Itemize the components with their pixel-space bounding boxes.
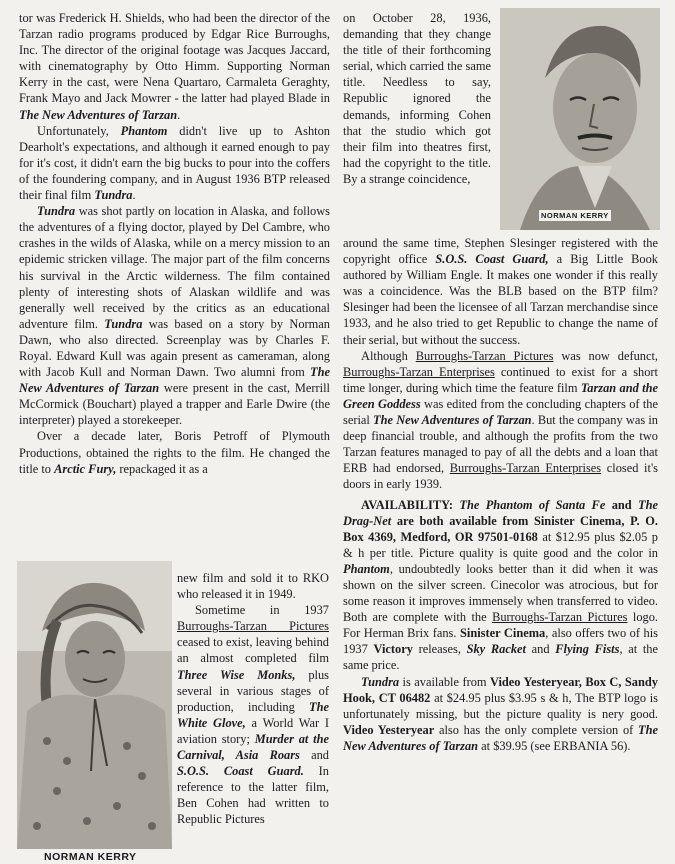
left-column <box>19 10 330 477</box>
narrow-paragraph-1: new film and sold it to RKO who released it in 1949. <box>177 571 329 602</box>
portrait-image <box>500 8 660 230</box>
top-photo-caption: NORMAN KERRY <box>541 211 609 220</box>
left-paragraph-3: Tundra was shot partly on location in Alaska, and follows the adventures of a flying doctor, played by Del Cambre, who crashes in the wilds of Alaska, while on a mercy mission to an epidemic stricken village. The major part of the film concerns his survival in the Arctic wilderness. The film contained plenty of interesting shots of Alaskan wildlife and was generally well received by the critics as an educational adventure film. Tundra was based on a story by Norman Dawn, who also directed. Screenplay was by Charles F. Royal. Edward Kull was again present as cameraman, along with Jacob Kull and Norman Dawn. Two alumni from The New Adventures of Tarzan were present in the cast, Merrill McCormick (Bouchart) played a trapper and Earle Dwire (the interpreter) played a storekeeper. <box>19 204 330 428</box>
left-paragraph-2: Unfortunately, Phantom didn't live up to Ashton Dearholt's expectations, and although it earned enough to pay for it's cost, it didn't earn the big bucks to pour into the coffers of the foundering company, and in August 1936 BTP released their final film Tundra. <box>19 123 330 203</box>
right-column <box>343 235 658 754</box>
right-paragraph-availability: AVAILABILITY: The Phantom of Santa Fe and The Drag-Net are both available from Sinister Cinema, P. O. Box 4369, Medford, OR 97501-0168 at $12.95 plus $2.05 p & h per title. Picture quality is quite good and the color in Phantom, undoubtedly looks better than it did when it was shown on the silver screen. Cinecolor was atrocious, but for some reason it improves immensely when transferred to video. Both are complete with the Burroughs-Tarzan Pictures logo. For Herman Brix fans. Sinister Cinema, also offers two of his 1937 Victory releases, Sky Racket and Flying Fists, at the same price. <box>343 497 659 673</box>
left-paragraph-4: Over a decade later, Boris Petroff of Plymouth Productions, obtained the rights to the film. He changed the title to Arctic Fury, repackaged it as a <box>19 429 330 476</box>
norman-kerry-photo-bottom <box>17 561 172 849</box>
right-paragraph-2: Although Burroughs-Tarzan Pictures was now defunct, Burroughs-Tarzan Enterprises continued to exist for a short time longer, during which time the feature film Tarzan and the Green Goddess was edited from the concluding chapters of the serial The New Adventures of Tarzan. But the company was in deep financial trouble, and although the profits from the two Tarzan features managed to pay of all the debts and a loan that ERB had endorsed, Burroughs-Tarzan Enterprises closed it's doors in early 1939. <box>343 348 659 492</box>
portrait-turban-image <box>17 561 172 849</box>
right-column-top <box>343 10 491 187</box>
narrow-paragraph-2: Sometime in 1937 Burroughs-Tarzan Pictures ceased to exist, leaving behind an almost completed film Three Wise Monks, plus several in various stages of production, including The White Glove, a World War I aviation story; Murder at the Carnival, Asia Roars and S.O.S. Coast Guard. In reference to the latter film, Ben Cohen had written to Republic Pictures <box>177 603 329 827</box>
narrow-column <box>177 570 329 828</box>
right-paragraph-tundra: Tundra is available from Video Yesteryear, Box C, Sandy Hook, CT 06482 at $24.95 plus $3.95 s & h, The BTP logo is unfortunately missing, but the picture quality is nery good. Video Yesteryear also has the only complete version of The New Adventures of Tarzan at $39.95 (see ERBANIA 56). <box>343 674 658 753</box>
bottom-photo-caption: NORMAN KERRY <box>44 851 137 863</box>
right-paragraph-1-continued: around the same time, Stephen Slesinger registered with the copyright office S.O.S. Coast Guard, a Big Little Book authored by William Engle. It makes one wonder if this really was a coincidence. Was the BLB based on the BTP film? Slesinger had been the licensee of all Tarzan merchandise since 1933, and he also tried to get Republic to change the name of their serial, but without the success. <box>343 236 659 347</box>
left-paragraph-1: tor was Frederick H. Shields, who had been the director of the Tarzan radio programs produced by Edgar Rice Burroughs, Inc. The director of the original footage was Jacques Jaccard, with cinematography by Otto Himm. Supporting Norman Kerry in the cast, were Nena Quartaro, Carmaleta Geraghty, Frank Mayo and Jack Mowrer - the latter had played Blade in The New Adventures of Tarzan. <box>19 11 330 122</box>
norman-kerry-photo-top <box>500 8 660 230</box>
right-paragraph-1: on October 28, 1936, demanding that they change the title of their forthcoming serial, which carried the same title. Needless to say, Republic ignored the demands, informing Cohen that the studio which got their film into theatres first, had the copyright to the title. By a strange coincidence, <box>343 11 491 186</box>
